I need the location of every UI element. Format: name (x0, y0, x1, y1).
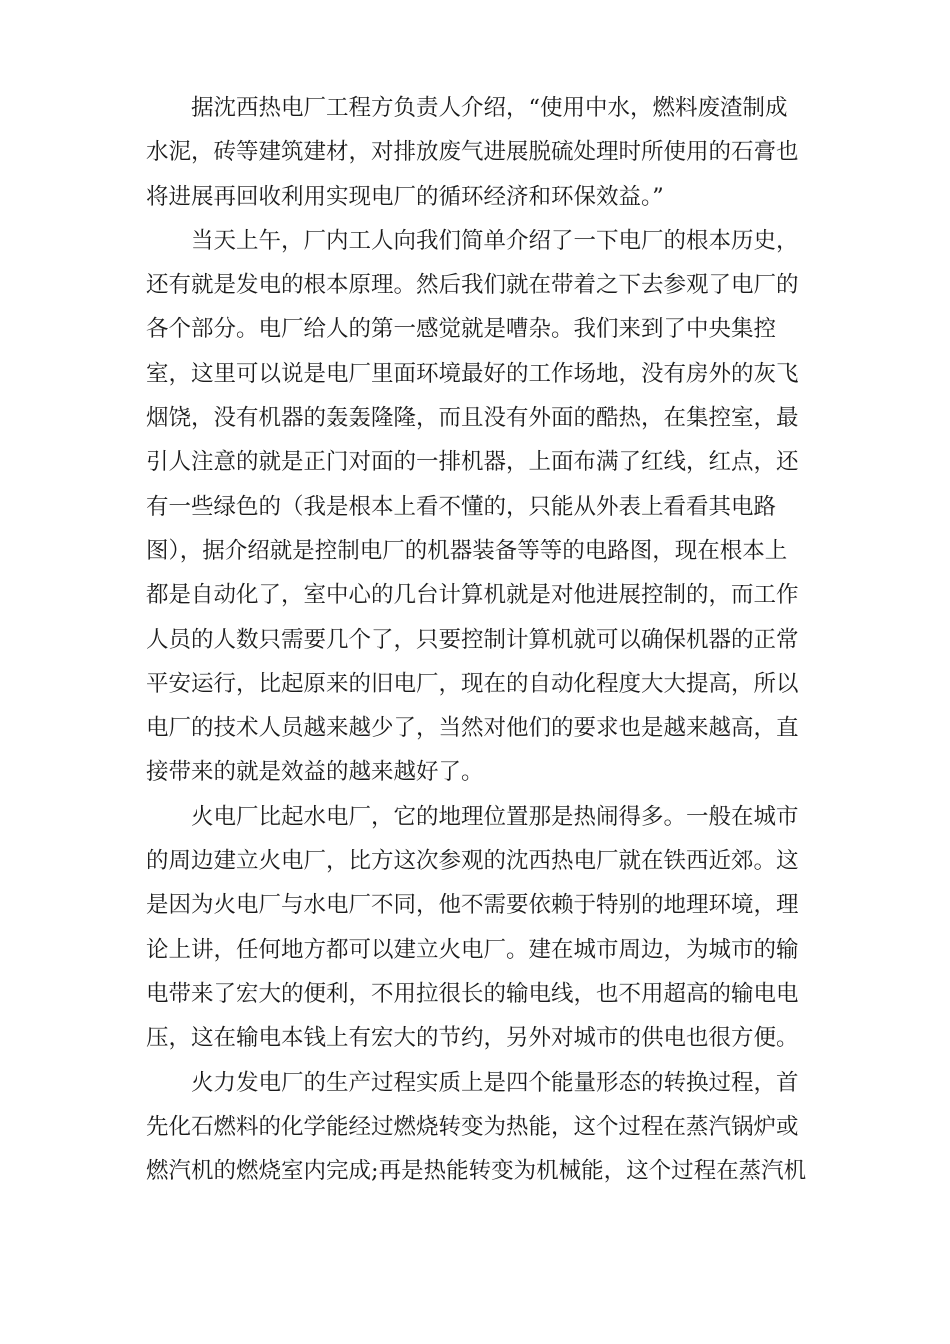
text-line: 电带来了宏大的便利，不用拉很长的输电线，也不用超高的输电电 (146, 980, 799, 1007)
paragraph (146, 795, 806, 1061)
document-body (146, 86, 806, 1193)
text-line: 水泥，砖等建筑建材，对排放废气进展脱硫处理时所使用的石膏也 (146, 139, 799, 166)
paragraph (146, 1061, 806, 1194)
text-line: 先化石燃料的化学能经过燃烧转变为热能，这个过程在蒸汽锅炉或 (146, 1113, 799, 1140)
text-line: 平安运行，比起原来的旧电厂，现在的自动化程度大大提高，所以 (146, 670, 799, 697)
text-line: 将进展再回收利用实现电厂的循环经济和环保效益。” (146, 183, 664, 210)
text-line: 是因为火电厂与水电厂不同，他不需要依赖于特别的地理环境，理 (146, 892, 799, 919)
text-line: 燃汽机的燃烧室内完成;再是热能转变为机械能，这个过程在蒸汽机 (146, 1158, 807, 1185)
text-line: 图），据介绍就是控制电厂的机器装备等等的电路图，现在根本上 (146, 537, 788, 564)
text-line: 人员的人数只需要几个了，只要控制计算机就可以确保机器的正常 (146, 626, 799, 653)
text-line: 有一些绿色的（我是根本上看不懂的，只能从外表上看看其电路 (146, 493, 777, 520)
text-line: 火电厂比起水电厂，它的地理位置那是热闹得多。一般在城市 (191, 803, 799, 830)
text-line: 引人注意的就是正门对面的一排机器，上面布满了红线，红点，还 (146, 449, 799, 476)
text-line: 室，这里可以说是电厂里面环境最好的工作场地，没有房外的灰飞 (146, 360, 799, 387)
text-line: 都是自动化了，室中心的几台计算机就是对他进展控制的，而工作 (146, 582, 799, 609)
text-line: 电厂的技术人员越来越少了，当然对他们的要求也是越来越高，直 (146, 715, 799, 742)
paragraph (146, 219, 806, 795)
text-line: 接带来的就是效益的越来越好了。 (146, 759, 484, 786)
text-line: 据沈西热电厂工程方负责人介绍，“使用中水，燃料废渣制成 (191, 95, 788, 121)
text-line: 压，这在输电本钱上有宏大的节约，另外对城市的供电也很方便。 (146, 1025, 799, 1052)
paragraph (146, 86, 806, 219)
text-line: 各个部分。电厂给人的第一感觉就是嘈杂。我们来到了中央集控 (146, 316, 777, 343)
text-line: 论上讲，任何地方都可以建立火电厂。建在城市周边，为城市的输 (146, 936, 799, 963)
text-line: 火力发电厂的生产过程实质上是四个能量形态的转换过程，首 (191, 1069, 799, 1096)
text-line: 还有就是发电的根本原理。然后我们就在带着之下去参观了电厂的 (146, 272, 799, 299)
text-line: 烟饶，没有机器的轰轰隆隆，而且没有外面的酷热，在集控室，最 (146, 405, 799, 432)
text-line: 当天上午，厂内工人向我们简单介绍了一下电厂的根本历史， (191, 227, 799, 254)
text-line: 的周边建立火电厂，比方这次参观的沈西热电厂就在铁西近郊。这 (146, 848, 799, 875)
